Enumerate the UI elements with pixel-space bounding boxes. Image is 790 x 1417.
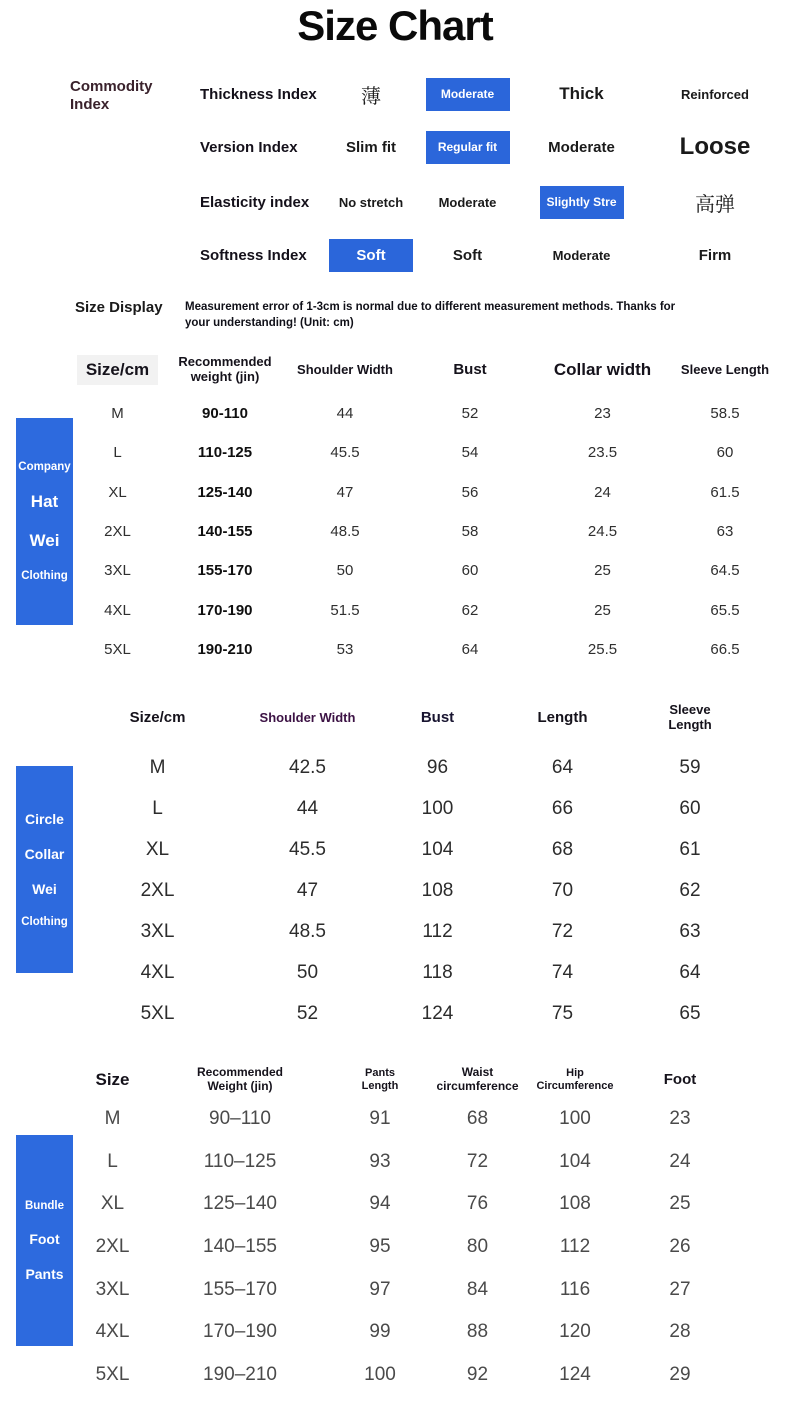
index-row-label: Softness Index [200, 246, 307, 264]
side-label-line: Pants [25, 1265, 64, 1282]
side-label-line: Wei [29, 531, 60, 550]
data-cell: 80 [466, 1236, 489, 1258]
index-value-cell [523, 139, 640, 156]
data-cell: 100 [364, 1363, 396, 1385]
column-header-text: Recommended weight (jin) [178, 354, 272, 384]
side-label-crewneck-sweatshirt [16, 766, 73, 973]
index-value-cell [330, 80, 412, 109]
data-cell: 59 [679, 757, 701, 779]
index-row-label: Version Index [200, 138, 298, 156]
column-header [665, 363, 785, 378]
index-value-cell [640, 188, 790, 217]
pants-table-body [75, 1098, 735, 1396]
size-cell: M [149, 757, 166, 779]
column-header [290, 363, 400, 378]
index-value-text: Loose [679, 133, 751, 160]
data-cell: 47 [336, 483, 354, 501]
size-cell: 2XL [104, 523, 131, 541]
table-row [75, 1268, 735, 1311]
data-cell: 60 [679, 798, 701, 820]
data-cell: 63 [679, 921, 701, 942]
data-cell: 92 [466, 1363, 489, 1385]
table-row [80, 789, 750, 830]
table-row [80, 830, 750, 871]
index-value-cell [412, 78, 523, 111]
index-highlight-badge: Soft [329, 239, 413, 272]
data-cell: 25 [669, 1193, 691, 1215]
column-header-text: Recommended Weight (jin) [196, 1065, 284, 1093]
commodity-index-row [0, 74, 790, 114]
commodity-index-rows [0, 68, 790, 283]
table-row [75, 590, 785, 629]
size-cell: 4XL [104, 601, 131, 619]
data-cell: 95 [369, 1236, 391, 1258]
data-cell: 93 [369, 1150, 391, 1172]
column-header [330, 1067, 430, 1092]
data-cell: 170–190 [203, 1321, 277, 1343]
table-row [75, 512, 785, 551]
data-cell: 104 [559, 1150, 591, 1172]
column-header-text: Shoulder Width [259, 709, 356, 725]
data-cell: 25 [594, 562, 611, 580]
index-value-text: 高弹 [695, 193, 735, 216]
data-cell: 44 [296, 798, 319, 820]
data-cell: 44 [336, 405, 354, 423]
index-value-text: Soft [452, 246, 483, 264]
data-cell: 90–110 [209, 1108, 271, 1130]
data-cell: 56 [461, 483, 479, 501]
data-cell: 99 [369, 1321, 391, 1343]
column-header-text: Collar width [553, 360, 652, 380]
table-row [75, 630, 785, 669]
column-header-text: Waist circumference [436, 1065, 519, 1093]
data-cell: 74 [551, 961, 574, 983]
data-cell: 72 [551, 921, 574, 942]
table-row [75, 1098, 735, 1141]
data-cell: 97 [369, 1278, 391, 1300]
data-cell: 110-125 [197, 444, 253, 462]
data-cell: 25.5 [587, 640, 618, 658]
side-label-line: Collar [24, 846, 65, 862]
table-row [75, 473, 785, 512]
data-cell: 124 [421, 1002, 454, 1024]
column-header [430, 1066, 525, 1094]
index-highlight-badge: Slightly Stre [540, 186, 624, 219]
data-cell: 110–125 [203, 1150, 277, 1172]
table-row [75, 1311, 735, 1354]
data-cell: 108 [421, 880, 454, 902]
index-value-text: Reinforced [681, 86, 749, 102]
data-cell: 51.5 [330, 601, 360, 619]
column-header [75, 1070, 150, 1090]
index-value-text: Moderate [552, 247, 611, 263]
data-cell: 52 [461, 405, 479, 423]
data-cell: 64 [461, 640, 479, 658]
data-cell: 140–155 [203, 1236, 277, 1258]
index-value-cell [640, 247, 790, 264]
data-cell: 116 [559, 1278, 591, 1300]
data-cell: 62 [461, 601, 479, 619]
data-cell: 24 [594, 483, 611, 501]
data-cell: 52 [296, 1002, 319, 1024]
size-display-note: Measurement error of 1-3cm is normal due to different measurement methods. Thanks for your understanding! (Unit: cm) [185, 301, 676, 330]
size-cell: 5XL [140, 1002, 175, 1024]
data-cell: 58.5 [710, 405, 740, 423]
data-cell: 75 [551, 1002, 574, 1024]
data-cell: 190-210 [197, 640, 253, 658]
data-cell: 140-155 [197, 523, 253, 541]
data-cell: 72 [466, 1150, 489, 1172]
index-value-cell [412, 195, 523, 210]
data-cell: 23.5 [587, 444, 618, 462]
data-cell: 94 [369, 1193, 391, 1215]
size-cell: 5XL [95, 1363, 130, 1385]
data-cell: 66.5 [710, 640, 740, 658]
size-cell: XL [108, 483, 127, 501]
size-cell: 3XL [95, 1278, 130, 1300]
data-cell: 47 [296, 880, 319, 902]
data-cell: 27 [669, 1278, 691, 1300]
index-value-cell [523, 186, 640, 219]
index-value-text: Moderate [548, 138, 615, 156]
table-row [75, 394, 785, 433]
index-value-cell [412, 131, 523, 164]
table-row [75, 433, 785, 472]
table-row [80, 993, 750, 1034]
size-cell: L [113, 444, 122, 462]
data-cell: 66 [551, 798, 574, 820]
column-header [400, 361, 540, 378]
index-value-cell [330, 139, 412, 156]
data-cell: 104 [421, 839, 454, 861]
data-cell: 88 [466, 1321, 489, 1343]
column-header [540, 360, 665, 380]
data-cell: 118 [422, 961, 453, 983]
data-cell: 155–170 [203, 1278, 277, 1300]
table-row [75, 1226, 735, 1269]
data-cell: 24 [669, 1150, 691, 1172]
index-value-text: Thick [559, 84, 604, 103]
data-cell: 25 [594, 601, 611, 619]
data-cell: 64 [551, 757, 574, 779]
data-cell: 23 [669, 1108, 691, 1130]
size-cell: 4XL [95, 1321, 130, 1343]
data-cell: 61.5 [710, 483, 740, 501]
data-cell: 42.5 [289, 757, 326, 779]
data-cell: 61 [679, 839, 701, 861]
data-cell: 50 [296, 961, 319, 983]
index-value-cell [523, 248, 640, 263]
size-cell: L [152, 798, 163, 820]
data-cell: 112 [422, 921, 453, 942]
side-label-line: Company [18, 461, 71, 473]
data-cell: 58 [461, 523, 479, 541]
data-cell: 125–140 [203, 1193, 277, 1215]
table-row [75, 551, 785, 590]
data-cell: 45.5 [289, 839, 326, 861]
column-header-text: Pants Length [361, 1067, 399, 1092]
data-cell: 190–210 [203, 1363, 277, 1385]
table-row [80, 748, 750, 789]
crewneck-table-header [80, 694, 750, 742]
size-cell: 2XL [95, 1236, 130, 1258]
column-header-text: Hip Circumference [536, 1067, 614, 1092]
page-title: Size Chart [297, 2, 493, 49]
data-cell: 64 [679, 961, 701, 983]
column-header [625, 1071, 735, 1088]
data-cell: 108 [559, 1193, 591, 1215]
commodity-index-label: Commodity Index [70, 78, 153, 113]
data-cell: 54 [461, 444, 479, 462]
size-cell: XL [145, 839, 170, 861]
index-value-cell [330, 239, 412, 272]
data-cell: 100 [421, 798, 454, 820]
column-header-text: Sleeve Length [680, 361, 770, 377]
data-cell: 48.5 [330, 523, 360, 541]
column-header-text: Size [95, 1070, 130, 1090]
index-value-cell [523, 84, 640, 104]
side-label-jogger-pants [16, 1135, 73, 1346]
column-header-text: Sleeve Length [668, 702, 712, 732]
column-header [495, 709, 630, 726]
side-label-line: Clothing [21, 570, 68, 582]
data-cell: 64.5 [710, 562, 740, 580]
data-cell: 28 [669, 1321, 691, 1343]
index-value-text: Moderate [438, 194, 497, 210]
data-cell: 155-170 [197, 562, 253, 580]
data-cell: 96 [426, 757, 449, 779]
pants-table-header [75, 1058, 735, 1102]
column-header-text: Bust [420, 709, 455, 727]
column-header [160, 355, 290, 385]
commodity-index-row [0, 235, 790, 275]
size-display-label: Size Display [75, 299, 163, 316]
size-cell: 4XL [140, 961, 175, 983]
data-cell: 90-110 [202, 405, 248, 423]
data-cell: 62 [679, 880, 701, 902]
table-row [80, 912, 750, 953]
index-value-text: No stretch [338, 194, 404, 210]
crewneck-table-body [80, 748, 750, 1034]
table-row [75, 1141, 735, 1184]
index-value-text: 薄 [361, 85, 381, 108]
data-cell: 60 [461, 562, 479, 580]
table-row [75, 1354, 735, 1397]
commodity-index-row [0, 182, 790, 222]
data-cell: 24.5 [587, 523, 618, 541]
data-cell: 53 [336, 640, 354, 658]
data-cell: 23 [594, 405, 611, 423]
table-row [80, 871, 750, 912]
column-header [235, 711, 380, 726]
column-header [80, 709, 235, 726]
data-cell: 84 [466, 1278, 489, 1300]
size-cell: 3XL [104, 562, 131, 580]
column-header-text: Length [537, 709, 588, 727]
side-label-line: Hat [30, 492, 59, 511]
side-label-line: Bundle [25, 1199, 64, 1212]
column-header [150, 1066, 330, 1094]
data-cell: 26 [669, 1236, 691, 1258]
data-cell: 70 [551, 880, 574, 902]
index-value-text: Firm [698, 246, 732, 264]
data-cell: 91 [369, 1108, 391, 1130]
data-cell: 100 [559, 1108, 591, 1130]
column-header [525, 1067, 625, 1092]
side-label-line: Circle [25, 811, 64, 827]
data-cell: 65 [679, 1002, 701, 1024]
data-cell: 45.5 [330, 444, 360, 462]
table-row [80, 952, 750, 993]
data-cell: 76 [466, 1193, 489, 1215]
data-cell: 120 [559, 1321, 591, 1343]
size-cell: 2XL [140, 880, 175, 902]
column-header-text: Foot [663, 1071, 697, 1089]
data-cell: 29 [669, 1363, 691, 1385]
column-header-text: Shoulder Width [297, 361, 393, 377]
side-label-line: Wei [32, 881, 57, 897]
data-cell: 50 [336, 562, 354, 580]
index-row-label: Thickness Index [200, 85, 317, 103]
hooded-table-body [75, 394, 785, 669]
column-header-text: Bust [453, 361, 487, 379]
size-cell: M [111, 405, 124, 423]
size-cell: XL [100, 1193, 125, 1215]
column-header [380, 709, 495, 726]
commodity-index-row [0, 127, 790, 167]
size-cell: 3XL [140, 921, 175, 942]
size-cell: 5XL [104, 640, 131, 658]
data-cell: 63 [716, 523, 734, 541]
column-header-text: Size/cm [77, 355, 158, 385]
data-cell: 112 [559, 1236, 591, 1258]
table-row [75, 1183, 735, 1226]
index-value-text: Slim fit [345, 138, 396, 156]
index-highlight-badge: Moderate [426, 78, 510, 111]
data-cell: 125-140 [197, 483, 253, 501]
data-cell: 68 [551, 839, 574, 861]
column-header [630, 703, 750, 733]
hooded-table-header [75, 348, 785, 392]
side-label-line: Clothing [21, 916, 68, 928]
index-value-cell [330, 195, 412, 210]
size-cell: L [107, 1150, 118, 1172]
index-value-cell [412, 247, 523, 264]
data-cell: 68 [466, 1108, 489, 1130]
size-cell: M [104, 1108, 121, 1130]
index-row-label: Elasticity index [200, 193, 310, 211]
side-label-line: Foot [29, 1230, 60, 1247]
data-cell: 124 [559, 1363, 591, 1385]
data-cell: 48.5 [289, 921, 326, 942]
data-cell: 60 [716, 444, 734, 462]
column-header-text: Size/cm [129, 709, 186, 727]
column-header [75, 355, 160, 385]
index-highlight-badge: Regular fit [426, 131, 510, 164]
data-cell: 65.5 [710, 601, 740, 619]
side-label-hooded-sweatshirt [16, 418, 73, 625]
index-value-cell [640, 133, 790, 161]
index-value-cell [640, 87, 790, 102]
data-cell: 170-190 [197, 601, 253, 619]
